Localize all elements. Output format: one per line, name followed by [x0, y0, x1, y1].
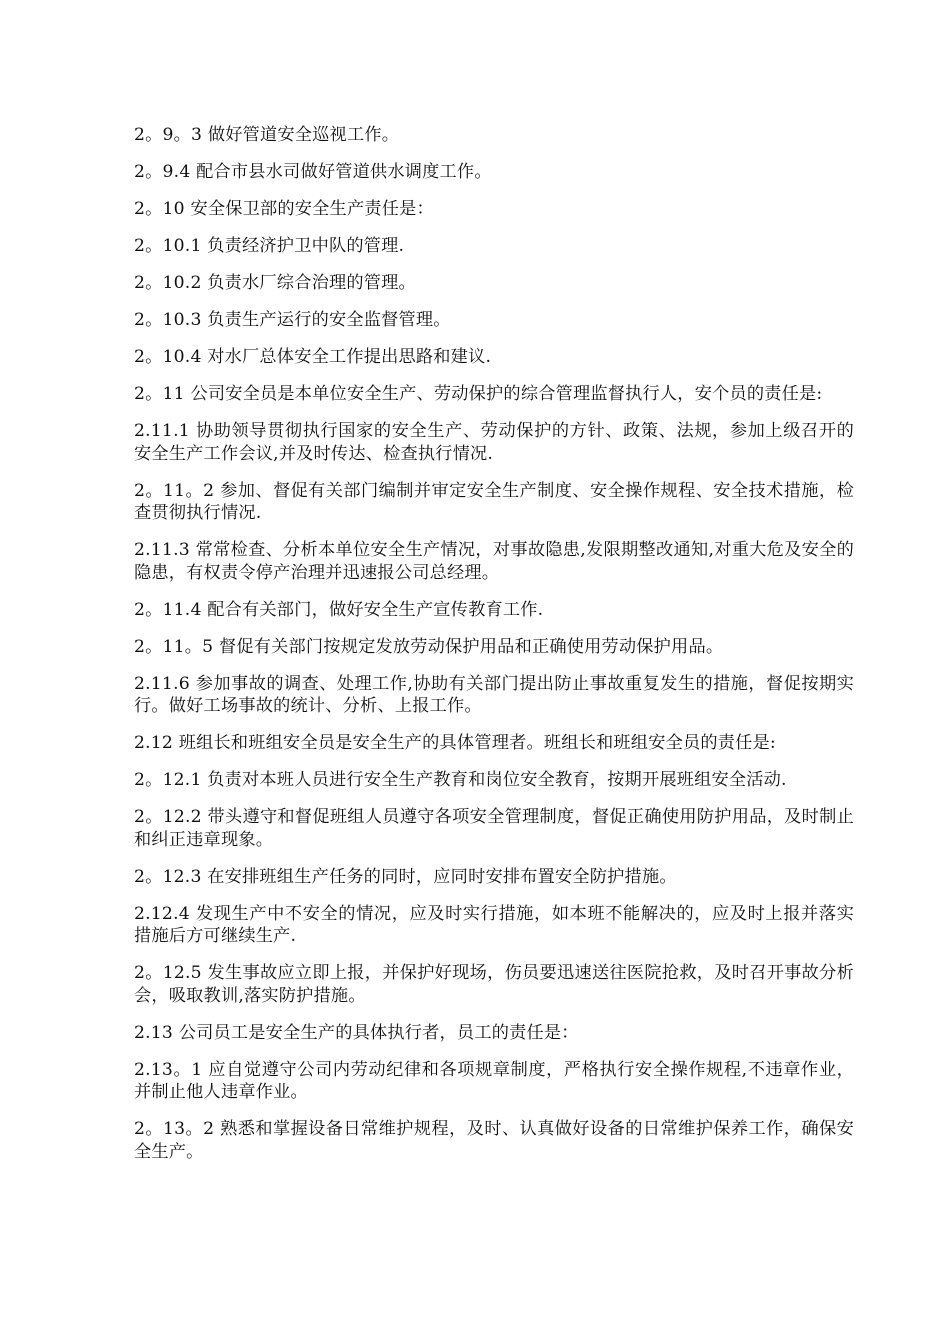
paragraph-2-9-3: 2。9。3 做好管道安全巡视工作。	[134, 125, 400, 145]
paragraph-2-12: 2.12 班组长和班组安全员是安全生产的具体管理者。班组长和班组安全员的责任是:	[134, 733, 776, 753]
paragraph-2-11-4: 2。11.4 配合有关部门，做好安全生产宣传教育工作.	[134, 599, 544, 620]
paragraph-2-11-5: 2。11。5 督促有关部门按规定发放劳动保护用品和正确使用劳动保护用品。	[134, 636, 724, 657]
paragraph-2-13: 2.13 公司员工是安全生产的具体执行者，员工的责任是：	[134, 1022, 579, 1043]
paragraph-2-11-3: 2.11.3 常常检查、分析本单位安全生产情况，对事故隐患,发限期整改通知,对重大危及安全的隐患，有权责令停产治理并迅速报公司总经理。	[134, 540, 854, 583]
paragraph-2-12-4: 2.12.4 发现生产中不安全的情况，应及时实行措施，如本班不能解决的，应及时上报并落实措施后方可继续生产.	[134, 903, 854, 946]
paragraph-2-12-1: 2。12.1 负责对本班人员进行安全生产教育和岗位安全教育，按期开展班组安全活动.	[134, 770, 787, 790]
paragraph-2-11: 2。11 公司安全员是本单位安全生产、劳动保护的综合管理监督执行人，安个员的责任是:	[134, 384, 823, 404]
paragraph-2-11-2: 2。11。2 参加、督促有关部门编制并审定安全生产制度、安全操作规程、安全技术措施，检查贯彻执行情况.	[134, 480, 854, 523]
paragraph-2-10-1: 2。10.1 负责经济护卫中队的管理.	[134, 236, 405, 256]
paragraph-2-10-2: 2。10.2 负责水厂综合治理的管理。	[134, 273, 416, 293]
paragraph-2-12-5: 2。12.5 发生事故应立即上报，并保护好现场，伤员要迅速送往医院抢救，及时召开事故分析会，吸取教训,落实防护措施。	[134, 963, 854, 1006]
paragraph-2-10-4: 2。10.4 对水厂总体安全工作提出思路和建议.	[134, 347, 492, 367]
paragraph-2-9-4: 2。9.4 配合市县水司做好管道供水调度工作。	[134, 162, 492, 182]
document-body	[134, 124, 854, 1178]
paragraph-2-13-1: 2.13。1 应自觉遵守公司内劳动纪律和各项规章制度，严格执行安全操作规程,不违章作业，并制止他人违章作业。	[134, 1059, 854, 1102]
paragraph-2-10: 2。10 安全保卫部的安全生产责任是：	[134, 199, 434, 219]
paragraph-2-12-3: 2。12.3 在安排班组生产任务的同时，应同时安排布置安全防护措施。	[134, 866, 677, 887]
paragraph-2-12-2: 2。12.2 带头遵守和督促班组人员遵守各项安全管理制度，督促正确使用防护用品，及时制止和纠正违章现象。	[134, 807, 854, 850]
paragraph-2-11-1: 2.11.1 协助领导贯彻执行国家的安全生产、劳动保护的方针、政策、法规，参加上级召开的安全生产工作会议,并及时传达、检查执行情况.	[134, 421, 854, 464]
paragraph-2-11-6: 2.11.6 参加事故的调查、处理工作,协助有关部门提出防止事故重复发生的措施，督促按期实行。做好工场事故的统计、分析、上报工作。	[134, 673, 854, 716]
paragraph-2-13-2: 2。13。2 熟悉和掌握设备日常维护规程，及时、认真做好设备的日常维护保养工作，确保安全生产。	[134, 1119, 854, 1162]
paragraph-2-10-3: 2。10.3 负责生产运行的安全监督管理。	[134, 310, 451, 330]
